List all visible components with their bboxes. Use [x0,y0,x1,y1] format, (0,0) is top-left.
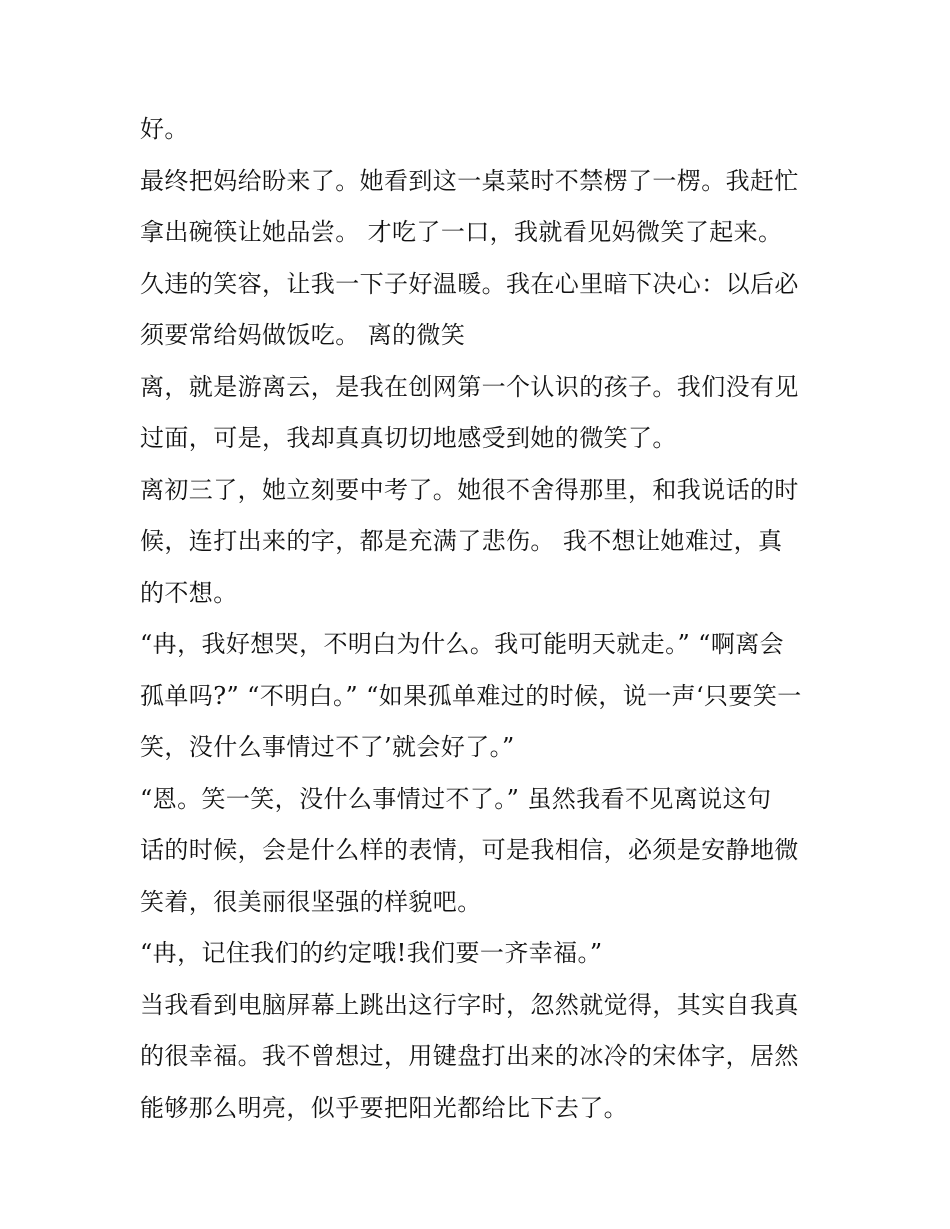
text-line: 好。 [140,115,189,143]
text-line: 笑，没什么事情过不了’就会好了。” [140,733,515,761]
text-line: “冉，我好想哭，不明白为什么。我可能明天就走。” “啊离会 [140,630,785,658]
text-line: 的很幸福。我不曾想过，用键盘打出来的冰冷的宋体字，居然 [140,1042,799,1070]
text-line: 须要常给妈做饭吃。 离的微笑 [140,321,466,349]
text-line: 离，就是游离云，是我在创网第一个认识的孩子。我们没有见 [140,372,799,401]
text-line: 最终把妈给盼来了。她看到这一桌菜时不禁楞了一楞。我赶忙 [140,166,799,195]
text-line: 当我看到电脑屏幕上跳出这行字时，忽然就觉得，其实自我真 [140,990,799,1019]
text-line: 候，连打出来的字，都是充满了悲伤。 我不想让她难过，真 [140,527,783,555]
text-line: 的不想。 [140,578,238,607]
text-line: “恩。笑一笑，没什么事情过不了。” 虽然我看不见离说这句 [140,784,772,813]
text-line: 离初三了，她立刻要中考了。她很不舍得那里，和我说话的时 [140,475,799,504]
text-line: 孤单吗?” “不明白。” “如果孤单难过的时候，说一声‘只要笑一 [140,681,802,710]
text-line: 久违的笑容，让我一下子好温暖。我在心里暗下决心：以后必 [140,269,799,298]
text-line: 话的时候，会是什么样的表情，可是我相信，必须是安静地微 [140,836,799,864]
text-line: 拿出碗筷让她品尝。 才吃了一口，我就看见妈微笑了起来。 [140,218,783,246]
body-text [140,104,820,1134]
text-line: “冉，记住我们的约定哦!我们要一齐幸福。” [140,939,603,967]
text-line: 能够那么明亮，似乎要把阳光都给比下去了。 [140,1093,628,1122]
text-line: 笑着，很美丽很坚强的样貌吧。 [140,887,482,916]
text-line: 过面，可是，我却真真切切地感受到她的微笑了。 [140,424,677,452]
